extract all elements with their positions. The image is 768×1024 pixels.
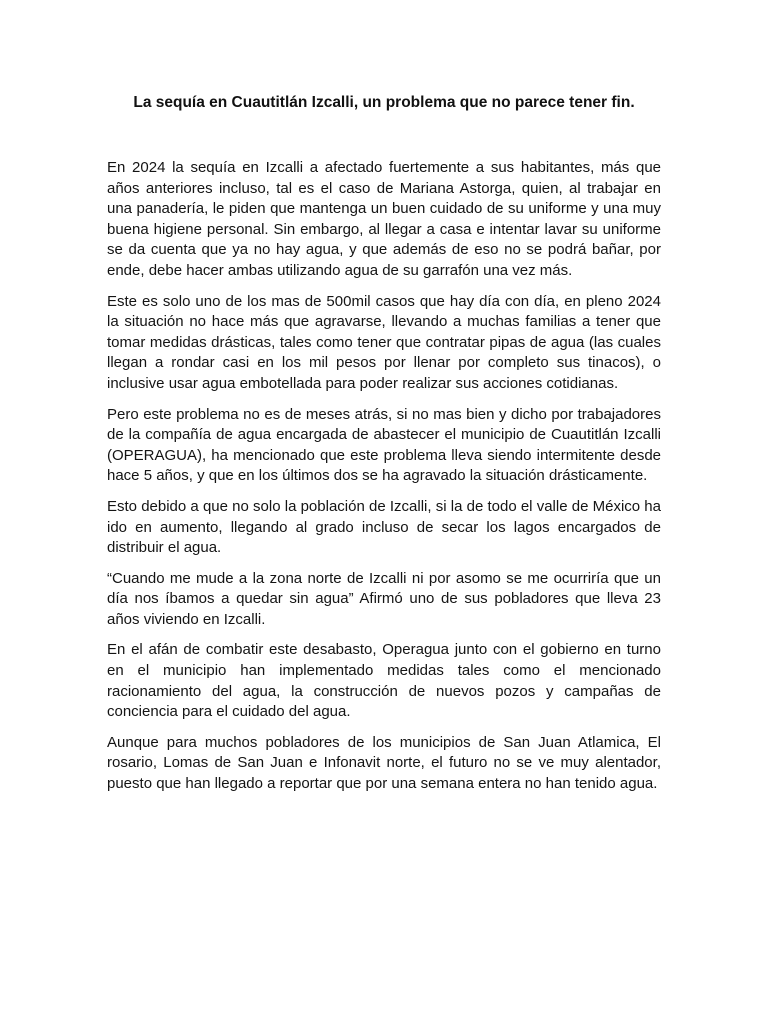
document-title: La sequía en Cuautitlán Izcalli, un problema que no parece tener fin.	[133, 94, 635, 111]
paragraph-7: Aunque para muchos pobladores de los municipios de San Juan Atlamica, El rosario, Lomas de San Juan e Infonavit norte, el futuro no se ve muy alentador, puesto que han llegado a reportar que por una semana entera no han tenido agua.	[107, 733, 661, 793]
paragraph-1: En 2024 la sequía en Izcalli a afectado fuertemente a sus habitantes, más que años anteriores incluso, tal es el caso de Mariana Astorga, quien, al trabajar en una panadería, le piden que mantenga un buen cuidado de su uniforme y una muy buena higiene personal. Sin embargo, al llegar a casa e intentar lavar su uniforme se da cuenta que ya no hay agua, y que además de eso no se podrá bañar, por ende, debe hacer ambas utilizando agua de su garrafón una vez más.	[107, 159, 661, 279]
paragraph-3: Pero este problema no es de meses atrás, si no mas bien y dicho por trabajadores de la compañía de agua encargada de abastecer el municipio de Cuautitlán Izcalli (OPERAGUA), ha mencionado que este problema lleva siendo intermitente desde hace 5 años, y que en los últimos dos se ha agravado la situación drásticamente.	[107, 405, 661, 485]
paragraph-4: Esto debido a que no solo la población de Izcalli, si la de todo el valle de México ha ido en aumento, llegando al grado incluso de secar los lagos encargados de distribuir el agua.	[107, 497, 661, 557]
paragraph-2: Este es solo uno de los mas de 500mil casos que hay día con día, en pleno 2024 la situación no hace más que agravarse, llevando a muchas familias a tener que tomar medidas drásticas, tales como tener que contratar pipas de agua (las cuales llegan a rondar casi en los mil pesos por llenar por completo sus tinacos), o inclusive usar agua embotellada para poder realizar sus acciones cotidianas.	[107, 292, 661, 392]
document-body	[107, 158, 661, 805]
paragraph-5-quote: “Cuando me mude a la zona norte de Izcalli ni por asomo se me ocurriría que un día nos íbamos a quedar sin agua” Afirmó uno de sus pobladores que lleva 23 años viviendo en Izcalli.	[107, 569, 661, 628]
paragraph-6: En el afán de combatir este desabasto, Operagua junto con el gobierno en turno en el municipio han implementado medidas tales como el mencionado racionamiento del agua, la construcción de nuevos pozos y campañas de conciencia para el cuidado del agua.	[107, 641, 661, 721]
